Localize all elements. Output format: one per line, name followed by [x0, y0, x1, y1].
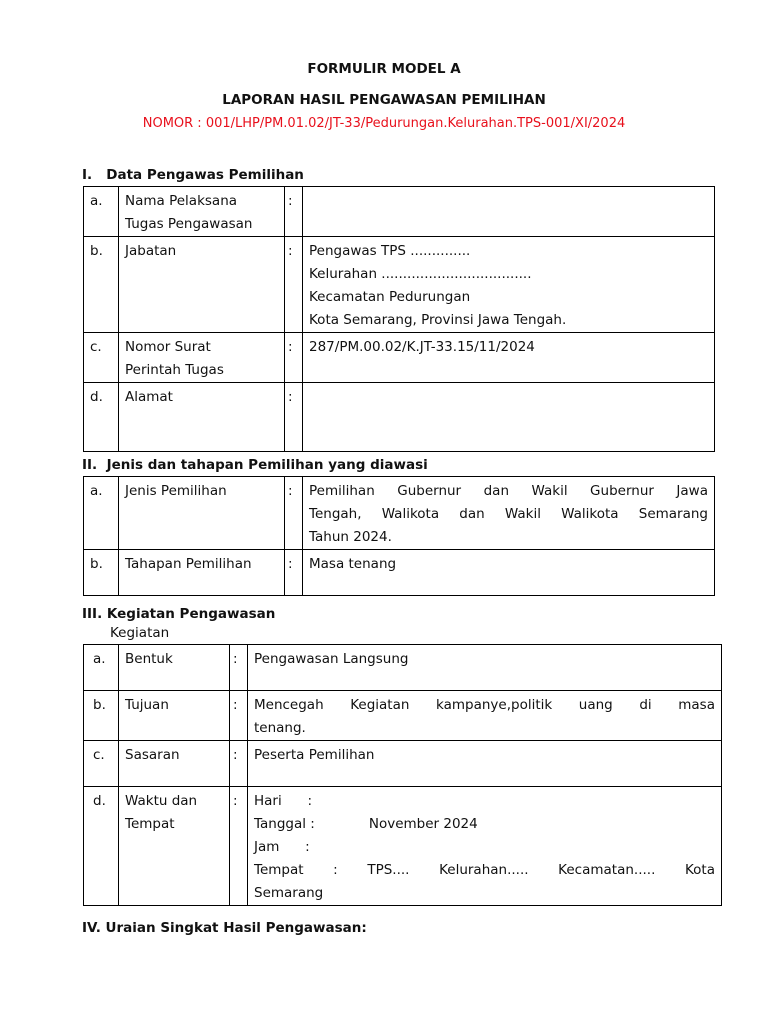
table-row: [84, 477, 715, 550]
row-colon: :: [230, 691, 248, 741]
table-row: [84, 741, 722, 787]
section-1-table: [83, 186, 715, 452]
tahapan-value: Masa tenang: [303, 550, 715, 596]
row-index: d.: [84, 383, 119, 452]
kegiatan-subheading: Kegiatan: [110, 625, 170, 641]
row-index: b.: [84, 550, 119, 596]
section-3-table: [83, 644, 722, 906]
row-label: Tujuan: [119, 691, 230, 741]
table-row: [84, 237, 715, 333]
form-title: FORMULIR MODEL A: [307, 61, 461, 77]
row-colon: :: [230, 741, 248, 787]
tempat-line: Tempat : TPS.... Kelurahan..... Kecamatan..... Kota: [254, 862, 715, 878]
row-index: c.: [84, 333, 119, 383]
pelaksana-name-field[interactable]: [303, 187, 715, 237]
row-label: Alamat: [119, 383, 285, 452]
row-colon: :: [230, 645, 248, 691]
row-index: c.: [84, 741, 119, 787]
row-colon: :: [285, 237, 303, 333]
row-label: Tahapan Pemilihan: [119, 550, 285, 596]
section-4-heading: IV. Uraian Singkat Hasil Pengawasan:: [82, 920, 367, 936]
row-colon: :: [285, 383, 303, 452]
row-index: a.: [84, 477, 119, 550]
row-label: Jenis Pemilihan: [119, 477, 285, 550]
hari-line: Hari :: [254, 793, 313, 809]
row-index: b.: [84, 237, 119, 333]
table-row: [84, 550, 715, 596]
jam-line: Jam :: [254, 839, 310, 855]
row-label: Sasaran: [119, 741, 230, 787]
row-index: b.: [84, 691, 119, 741]
row-label: Jabatan: [119, 237, 285, 333]
row-index: a.: [84, 645, 119, 691]
section-3-heading: III. Kegiatan Pengawasan: [82, 606, 276, 622]
report-number: NOMOR : 001/LHP/PM.01.02/JT-33/Pedurungan.Kelurahan.TPS-001/XI/2024: [142, 116, 626, 131]
tanggal-line: Tanggal : November 2024: [254, 816, 478, 832]
nomor-surat-value: 287/PM.00.02/K.JT-33.15/11/2024: [303, 333, 715, 383]
bentuk-value: Pengawasan Langsung: [248, 645, 722, 691]
row-colon: :: [285, 187, 303, 237]
tujuan-value: Mencegah Kegiatan kampanye,politik uang di masa tenang.: [248, 691, 722, 741]
row-colon: :: [285, 333, 303, 383]
table-row: [84, 187, 715, 237]
jabatan-value: Pengawas TPS .............. Kelurahan ................................... Kecamatan Pedurungan Kota Semarang, Provinsi Jawa Tengah.: [303, 237, 715, 333]
section-2-heading: II. Jenis dan tahapan Pemilihan yang diawasi: [82, 457, 428, 473]
table-row: [84, 383, 715, 452]
row-label: Nama Pelaksana Tugas Pengawasan: [119, 187, 285, 237]
row-index: a.: [84, 187, 119, 237]
jenis-pemilihan-value: Pemilihan Gubernur dan Wakil Gubernur Jawa Tengah, Walikota dan Wakil Walikota Semarang Tahun 2024.: [303, 477, 715, 550]
section-2-table: [83, 476, 715, 596]
row-label: Waktu dan Tempat: [119, 787, 230, 906]
table-row: [84, 645, 722, 691]
sasaran-value: Peserta Pemilihan: [248, 741, 722, 787]
row-colon: :: [285, 550, 303, 596]
row-colon: :: [230, 787, 248, 906]
alamat-field[interactable]: [303, 383, 715, 452]
report-title: LAPORAN HASIL PENGAWASAN PEMILIHAN: [222, 92, 546, 108]
table-row: [84, 787, 722, 906]
row-label: Nomor Surat Perintah Tugas: [119, 333, 285, 383]
row-index: d.: [84, 787, 119, 906]
row-label: Bentuk: [119, 645, 230, 691]
section-1-heading: I. Data Pengawas Pemilihan: [82, 167, 304, 183]
table-row: [84, 691, 722, 741]
row-colon: :: [285, 477, 303, 550]
table-row: [84, 333, 715, 383]
waktu-tempat-value: Hari : Tanggal : November 2024 Jam : Tempat : TPS.... Kelurahan..... Kecamatan..... Kota Semarang: [248, 787, 722, 906]
